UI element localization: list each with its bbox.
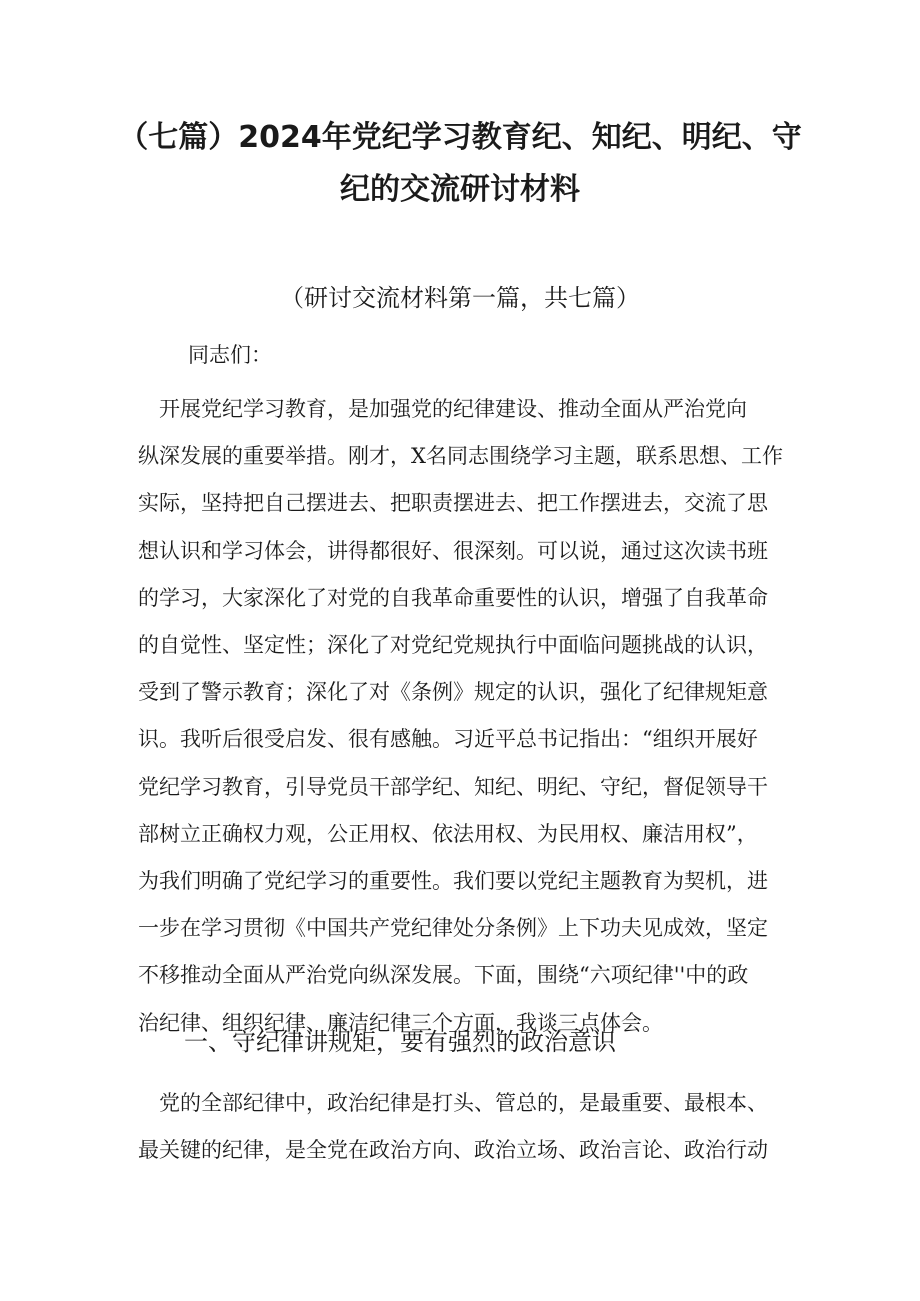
salutation: 同志们： (188, 343, 272, 367)
paragraph-line: 纵深发展的重要举措。刚才，X名同志围绕学习主题，联系思想、工作 (138, 444, 783, 469)
paragraph-line: 的自觉性、坚定性；深化了对党纪党规执行中面临问题挑战的认识， (138, 633, 768, 658)
paragraph-line: 识。我听后很受启发、很有感触。习近平总书记指出：“组织开展好 (138, 727, 758, 752)
paragraph-line: 不移推动全面从严治党向纵深发展。下面，围绕“六项纪律''中的政 (138, 963, 749, 988)
paragraph-line: 实际，坚持把自己摆进去、把职责摆进去、把工作摆进去，交流了思 (138, 491, 768, 516)
document-subtitle: （研讨交流材料第一篇，共七篇） (280, 284, 640, 312)
paragraph-line: 的学习，大家深化了对党的自我革命重要性的认识，增强了自我革命 (138, 585, 768, 610)
paragraph-line: 受到了警示教育；深化了对《条例》规定的认识，强化了纪律规矩意 (138, 680, 768, 705)
paragraph-1 (138, 386, 788, 1047)
paragraph-line: 最关键的纪律，是全党在政治方向、政治立场、政治言论、政治行动 (138, 1138, 768, 1163)
title-line-2: 纪的交流研讨材料 (340, 172, 580, 207)
paragraph-line: 为我们明确了党纪学习的重要性。我们要以党纪主题教育为契机，进 (138, 869, 768, 894)
paragraph-line: 部树立正确权力观，公正用权、依法用权、为民用权、廉洁用权”， (138, 821, 758, 846)
section-heading-1: 一、守纪律讲规矩，要有强烈的政治意识 (184, 1028, 616, 1056)
paragraph-line: 党的全部纪律中，政治纪律是打头、管总的，是最重要、最根本、 (138, 1091, 768, 1115)
paragraph-line: 想认识和学习体会，讲得都很好、很深刻。可以说，通过这次读书班 (138, 538, 768, 563)
paragraph-line: 党纪学习教育，引导党员干部学纪、知纪、明纪、守纪，督促领导干 (138, 774, 768, 799)
paragraph-line: 治纪律、组织纪律、廉洁纪律三个方面，我谈三点体会。 (138, 1010, 663, 1035)
paragraph-2 (138, 1080, 788, 1174)
paragraph-line: 开展党纪学习教育，是加强党的纪律建设、推动全面从严治党向 (138, 397, 747, 421)
document-title (110, 112, 810, 216)
title-line-1: （七篇）2024年党纪学习教育纪、知纪、明纪、守 (118, 120, 802, 155)
paragraph-line: 一步在学习贯彻《中国共产党纪律处分条例》上下功夫见成效，坚定 (138, 916, 768, 941)
